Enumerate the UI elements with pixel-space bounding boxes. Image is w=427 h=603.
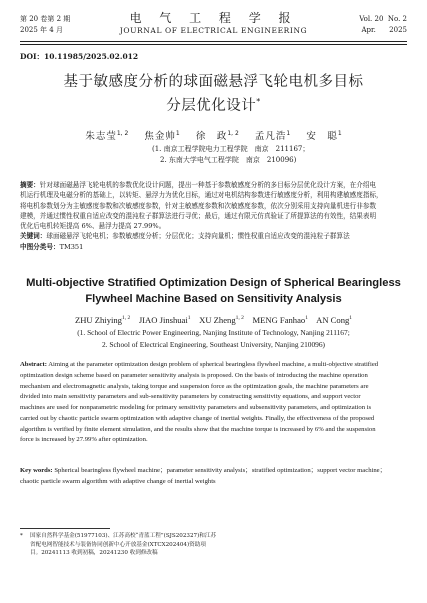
- footnote-line: 目。20241113 收到初稿，20241230 收到修改稿: [30, 550, 158, 556]
- header-right: [359, 14, 407, 36]
- title-footnote-mark[interactable]: *: [256, 97, 261, 106]
- abstract-cn-line: 建模，并通过惯性权重自适应改变的混沌粒子群算法进行寻优；最后，通过有限元仿真验证了所提算法的有效性，结果表明: [20, 211, 377, 220]
- title-cn-line2: 分层优化设计: [166, 97, 257, 114]
- doi-value[interactable]: 10.11985/2025.02.012: [44, 52, 139, 61]
- title-en-line1: Multi-objective Stratified Optimization Design of Spherical Bearingless: [26, 277, 401, 289]
- header-center: [20, 11, 407, 36]
- abstract-cn: [20, 180, 407, 252]
- abstract-en-line: Aiming at the parameter optimization design problem of spherical bearingless flywheel machine, a multi-objective stratified: [48, 361, 379, 368]
- abstract-cn-line: 优化后电机转矩提高 6%、悬浮力提高 27.99%。: [20, 222, 166, 231]
- affiliation-cn: (1. 南京工程学院电力工程学院 南京 211167；: [152, 145, 310, 153]
- affiliation-en: 2. School of Electrical Engineering, Southeast University, Nanjing 210096): [101, 339, 326, 349]
- journal-title-en: JOURNAL OF ELECTRICAL ENGINEERING: [119, 26, 308, 35]
- abstract-cn-label: 摘要：: [20, 181, 40, 189]
- affiliations-en: [20, 327, 407, 350]
- doi-line: [20, 51, 138, 62]
- author-cn: 孟凡浩$^1$: [254, 129, 291, 142]
- author-en: XU Zheng$^{1, 2}$: [199, 315, 244, 325]
- keywords-en-line: chaotic particle swarm algorithm with adaptive change of inertial weights: [20, 477, 216, 485]
- author-cn: 安 聪$^1$: [306, 129, 342, 142]
- abstract-cn-line: 将电机参数划分为主敏感度参数和次敏感度参数，针对主敏感度参数和次敏感度参数，依次分别采用支持向量机进行非参数: [20, 201, 377, 210]
- abstract-en-line: mechanism and electromagnetic analysis, taking torque and suspension force as the optimization goals, the machine parameters are: [20, 382, 369, 390]
- footnote-mark: *: [20, 533, 23, 539]
- abstract-en-line: algorithm is verified by finite element simulation, and the results show that the machine torque is increased by 6% and the suspension: [20, 425, 376, 433]
- date-cn: 2025 年 4 月: [20, 26, 63, 34]
- abstract-en-label: Abstract:: [20, 361, 47, 368]
- author-en: AN Cong$^1$: [316, 315, 353, 325]
- keywords-en: [20, 466, 407, 488]
- author-en: ZHU Zhiying$^{1, 2}$: [74, 315, 131, 325]
- title-en-line2: Flywheel Machine Based on Sensitivity Analysis: [85, 292, 342, 305]
- header-rule-thin: [20, 44, 407, 45]
- affiliation-cn: 2. 东南大学电气工程学院 南京 210096): [160, 155, 297, 164]
- running-header: [20, 8, 407, 38]
- author-cn: 焦金帅$^1$: [144, 129, 180, 142]
- abstract-en-line: divided into main sensitivity parameters and sub-sensitivity parameters by constructing sensitivity equations, and support vector: [20, 393, 361, 401]
- abstract-en-line: force is increased by 27.99% after optimization.: [20, 436, 148, 444]
- keywords-en-label: Key words:: [20, 467, 53, 474]
- keywords-cn-label: 关键词：: [20, 232, 47, 241]
- abstract-en-line: carried out by chaotic particle swarm optimization with adaptive change of inertial weights. Finally, the effectiveness of the proposed: [20, 414, 375, 422]
- title-en: [20, 276, 407, 307]
- keywords-cn: 球面磁悬浮飞轮电机；参数敏感度分析；分层优化；支持向量机；惯性权重自适应改变的混沌粒子群算法: [46, 232, 350, 241]
- number: No. 2: [387, 15, 407, 23]
- journal-title-cn: 电 气 工 程 学 报: [129, 11, 298, 25]
- authors-en: [20, 315, 407, 325]
- keywords-en-line: Spherical bearingless flywheel machine；parameter sensitivity analysis；stratified optimization；support vector machine；: [54, 467, 387, 474]
- abstract-cn-line: 机运行机理及电磁分析的基础上，以转矩、悬浮力为优化目标，通过对电机结构参数进行敏感度分析，利用构建敏感度指标，: [20, 191, 383, 200]
- affiliations-cn: [20, 144, 407, 165]
- authors-cn: [20, 128, 407, 142]
- author-en: JIAO Jinshuai$^1$: [138, 315, 191, 325]
- author-en: MENG Fanhao$^1$: [252, 315, 308, 325]
- author-cn: 徐 政$^{1, 2}$: [195, 129, 239, 142]
- title-cn-line1: 基于敏感度分析的球面磁悬浮飞轮电机多目标: [63, 74, 364, 90]
- affiliation-en: (1. School of Electric Power Engineering, Nanjing Institute of Technology, Nanjing 211167;: [77, 328, 350, 337]
- abstract-en-line: optimization design scheme based on parameter sensitivity analysis is proposed. On the basis of introducing the machine operation: [20, 371, 368, 379]
- header-rule-thick: [20, 41, 407, 42]
- title-cn: [20, 72, 407, 116]
- clc-label: 中图分类号：: [20, 242, 60, 251]
- abstract-en: [20, 360, 407, 446]
- issue-cn: 第 20 卷第 2 期: [20, 15, 71, 23]
- footnote-rule: [20, 528, 110, 529]
- doi-label: DOI：: [20, 52, 45, 61]
- clc-code: TM351: [59, 242, 84, 251]
- author-cn: 朱志莹$^{1, 2}$: [85, 129, 129, 142]
- volume: Vol. 20: [359, 15, 384, 23]
- footnote-line: 省配电网智能技术与装备协同创新中心开放基金(XTCX202404)资助项: [30, 541, 206, 548]
- footnote-line: 国家自然科学基金(51977103)、江苏高校“青蓝工程”(SJS202327)和江苏: [30, 533, 217, 539]
- abstract-en-line: machines are used for nonparametric modeling for primary sensitivity parameters and subsensitivity parameters, and optimization is: [20, 404, 372, 411]
- abstract-cn-line: 针对球面磁悬浮飞轮电机的参数优化设计问题，提出一种基于参数敏感度分析的多目标分层优化设计方案，在介绍电: [39, 181, 377, 189]
- year: 2025: [389, 26, 407, 34]
- footnote: [20, 532, 307, 558]
- month: Apr.: [361, 26, 376, 34]
